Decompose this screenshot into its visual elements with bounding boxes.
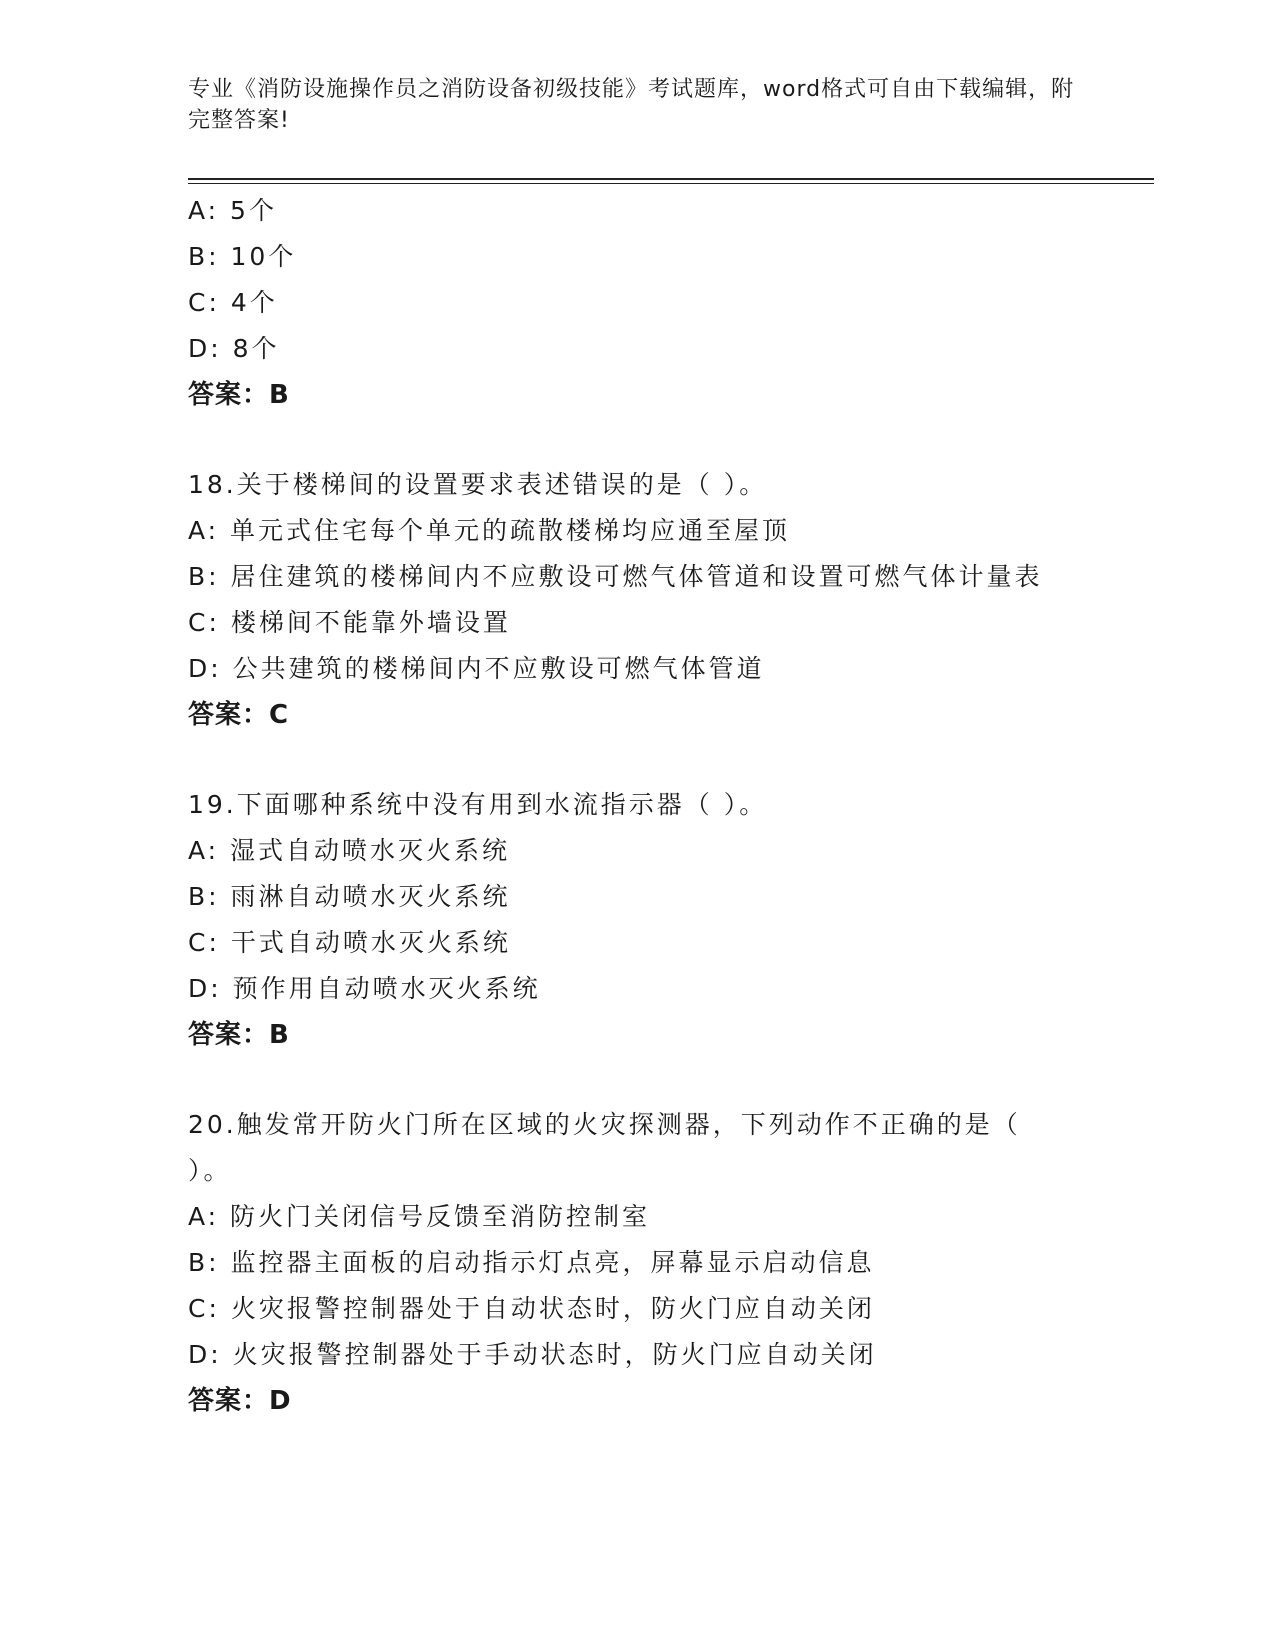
option-a: A: 单元式住宅每个单元的疏散楼梯均应通至屋顶 — [188, 516, 791, 545]
option-c: C: 楼梯间不能靠外墙设置 — [188, 608, 511, 637]
question-18 — [188, 462, 1148, 738]
option-a: A: 5个 — [188, 196, 277, 225]
option-a: A: 湿式自动喷水灭火系统 — [188, 836, 511, 865]
page-header: 专业《消防设施操作员之消防设备初级技能》考试题库，word格式可自由下载编辑，附完整答案! — [188, 77, 1075, 133]
option-b: B: 居住建筑的楼梯间内不应敷设可燃气体管道和设置可燃气体计量表 — [188, 562, 1043, 591]
answer: 答案：B — [188, 1020, 290, 1050]
header-rule-thick — [188, 178, 1154, 180]
question-20 — [188, 1102, 1148, 1424]
option-d: D: 火灾报警控制器处于手动状态时，防火门应自动关闭 — [188, 1340, 877, 1369]
question-title: 18.关于楼梯间的设置要求表述错误的是（ ）。 — [188, 470, 768, 499]
option-c: C: 4个 — [188, 288, 278, 317]
answer: 答案：D — [188, 1386, 292, 1416]
option-b: B: 10个 — [188, 242, 297, 271]
question-17 — [188, 188, 1148, 418]
option-d: D: 预作用自动喷水灭火系统 — [188, 974, 541, 1003]
question-list — [188, 188, 1148, 1424]
option-d: D: 公共建筑的楼梯间内不应敷设可燃气体管道 — [188, 654, 765, 683]
option-d: D: 8个 — [188, 334, 280, 363]
question-title: 20.触发常开防火门所在区域的火灾探测器，下列动作不正确的是（ ）。 — [188, 1110, 1021, 1185]
option-c: C: 干式自动喷水灭火系统 — [188, 928, 511, 957]
answer: 答案：B — [188, 380, 290, 410]
option-b: B: 雨淋自动喷水灭火系统 — [188, 882, 511, 911]
option-b: B: 监控器主面板的启动指示灯点亮，屏幕显示启动信息 — [188, 1248, 875, 1277]
answer: 答案：C — [188, 700, 290, 730]
question-title: 19.下面哪种系统中没有用到水流指示器（ ）。 — [188, 790, 768, 819]
header-rule-thin — [188, 183, 1154, 184]
option-a: A: 防火门关闭信号反馈至消防控制室 — [188, 1202, 651, 1231]
option-c: C: 火灾报警控制器处于自动状态时，防火门应自动关闭 — [188, 1294, 875, 1323]
question-19 — [188, 782, 1148, 1058]
